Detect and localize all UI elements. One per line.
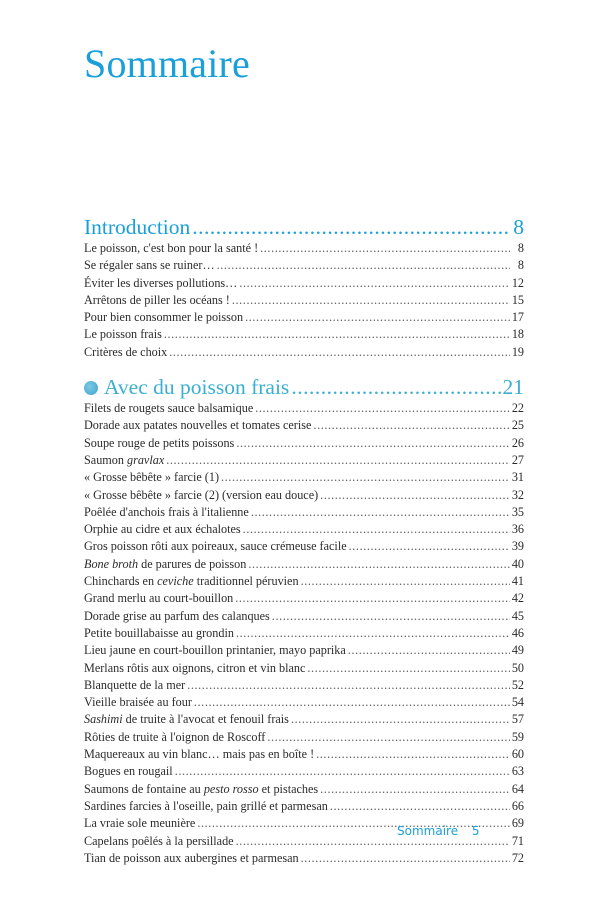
toc-entry[interactable] bbox=[84, 257, 524, 274]
toc-entry[interactable] bbox=[84, 642, 524, 659]
entry-title bbox=[84, 746, 314, 763]
entry-title-text: Bogues en rougail bbox=[84, 764, 173, 779]
entry-page-number: 42 bbox=[511, 591, 524, 606]
toc-section-heading[interactable] bbox=[84, 374, 524, 400]
entry-page-number: 31 bbox=[511, 470, 524, 485]
entry-title bbox=[84, 763, 173, 780]
footer-label: Sommaire bbox=[397, 824, 459, 838]
entry-title-text: Tian de poisson aux aubergines et parmesan bbox=[84, 850, 299, 865]
entry-title bbox=[84, 326, 162, 343]
dot-leader bbox=[291, 374, 500, 400]
dot-leader bbox=[243, 521, 510, 538]
entry-title bbox=[84, 781, 318, 798]
section-title-text: Avec du poisson frais bbox=[104, 375, 290, 400]
entry-page-number: 27 bbox=[511, 452, 524, 467]
dot-leader bbox=[169, 344, 510, 361]
toc-section-heading[interactable] bbox=[84, 214, 524, 240]
entry-title-text: Merlans rôtis aux oignons, citron et vin blanc bbox=[84, 660, 306, 675]
entry-title bbox=[84, 573, 299, 590]
entry-title-text: de truite à l'avocat et fenouil frais bbox=[122, 712, 289, 727]
entry-title-text: « Grosse bêbête » farcie (2) (version eau douce) bbox=[84, 487, 319, 502]
entry-page-number: 71 bbox=[511, 833, 524, 848]
entry-page-number: 35 bbox=[511, 504, 524, 519]
toc-entry[interactable] bbox=[84, 660, 524, 677]
section-page-number: 8 bbox=[513, 215, 524, 239]
entry-title bbox=[84, 292, 230, 309]
entry-title-text: Maquereaux au vin blanc… mais pas en boîte ! bbox=[84, 747, 315, 762]
toc-entry[interactable] bbox=[84, 711, 524, 728]
dot-leader bbox=[267, 729, 509, 746]
dot-leader bbox=[187, 677, 510, 694]
toc-entry[interactable] bbox=[84, 763, 524, 780]
entry-title bbox=[84, 729, 265, 746]
toc-entry[interactable] bbox=[84, 344, 524, 361]
dot-leader bbox=[348, 642, 510, 659]
dot-leader bbox=[248, 556, 509, 573]
entry-page-number: 18 bbox=[511, 327, 524, 342]
dot-leader bbox=[236, 625, 510, 642]
dot-leader bbox=[330, 798, 510, 815]
entry-title-text: Gros poisson rôti aux poireaux, sauce crémeuse facile bbox=[84, 539, 347, 554]
entry-title-italic: pesto rosso bbox=[203, 781, 259, 796]
entry-page-number: 72 bbox=[511, 850, 524, 865]
entry-title-text: Le poisson, c'est bon pour la santé ! bbox=[84, 241, 259, 255]
toc-entry[interactable] bbox=[84, 435, 524, 452]
toc-entry[interactable] bbox=[84, 798, 524, 815]
entry-page-number: 26 bbox=[511, 435, 524, 450]
page-number: 5 bbox=[471, 824, 480, 838]
entry-title bbox=[84, 504, 249, 521]
entry-page-number: 39 bbox=[511, 539, 524, 554]
entry-title bbox=[84, 240, 258, 257]
entry-page-number: 60 bbox=[511, 747, 524, 762]
entry-page-number: 19 bbox=[511, 344, 524, 359]
entry-title-text: Sardines farcies à l'oseille, pain grillé et parmesan bbox=[84, 798, 328, 813]
entry-page-number: 22 bbox=[511, 401, 524, 416]
entry-title-italic: Bone broth bbox=[84, 556, 139, 571]
toc-entry[interactable] bbox=[84, 326, 524, 343]
entry-title bbox=[84, 711, 289, 728]
dot-leader bbox=[349, 538, 510, 555]
entry-page-number: 15 bbox=[511, 292, 524, 307]
dot-leader bbox=[260, 240, 510, 257]
entry-title bbox=[84, 417, 311, 434]
toc-entry[interactable] bbox=[84, 275, 524, 292]
entry-title-text: La vraie sole meunière bbox=[84, 816, 196, 831]
entry-title bbox=[84, 556, 246, 573]
entry-title-text: « Grosse bêbête » farcie (1) bbox=[84, 470, 220, 485]
section-title bbox=[84, 374, 289, 400]
entry-title-text: de parures de poisson bbox=[138, 556, 247, 571]
toc-entry[interactable] bbox=[84, 677, 524, 694]
section-title-text: Introduction bbox=[84, 215, 191, 239]
dot-leader bbox=[166, 452, 510, 469]
dot-leader bbox=[217, 257, 510, 274]
entry-page-number: 25 bbox=[511, 418, 524, 433]
toc-entry[interactable] bbox=[84, 556, 524, 573]
entry-title-text: Filets de rougets sauce balsamique bbox=[84, 401, 254, 416]
page-title: Sommaire bbox=[84, 41, 251, 86]
page-footer bbox=[397, 824, 480, 838]
dot-leader bbox=[301, 573, 510, 590]
entry-title-text: Rôties de truite à l'oignon de Roscoff bbox=[84, 729, 266, 744]
dot-leader bbox=[301, 850, 510, 867]
entry-title-text: Grand merlu au court-bouillon bbox=[84, 591, 234, 606]
entry-page-number: 66 bbox=[511, 798, 524, 813]
entry-title-text: Vieille braisée au four bbox=[84, 695, 192, 710]
dot-leader bbox=[192, 214, 511, 240]
section-page-number: 21 bbox=[502, 375, 524, 400]
entry-title-text: Critères de choix bbox=[84, 344, 168, 359]
entry-title bbox=[84, 521, 241, 538]
toc-entry[interactable] bbox=[84, 746, 524, 763]
section-title bbox=[84, 214, 190, 240]
entry-title bbox=[84, 435, 234, 452]
toc-entry[interactable] bbox=[84, 625, 524, 642]
dot-leader bbox=[320, 781, 510, 798]
entry-title bbox=[84, 344, 167, 361]
entry-page-number: 49 bbox=[511, 643, 524, 658]
entry-page-number: 63 bbox=[511, 764, 524, 779]
entry-title bbox=[84, 487, 318, 504]
entry-page-number: 46 bbox=[511, 625, 524, 640]
entry-title bbox=[84, 660, 305, 677]
toc-entry[interactable] bbox=[84, 504, 524, 521]
entry-page-number: 40 bbox=[511, 556, 524, 571]
dot-leader bbox=[236, 435, 510, 452]
dot-leader bbox=[272, 608, 510, 625]
entry-title-text: Capelans poêlés à la persillade bbox=[84, 833, 234, 848]
entry-title-italic: ceviche bbox=[157, 574, 194, 589]
toc-entry[interactable] bbox=[84, 729, 524, 746]
entry-title-text: Dorade aux patates nouvelles et tomates cerise bbox=[84, 418, 312, 433]
dot-leader bbox=[175, 763, 510, 780]
dot-leader bbox=[255, 400, 510, 417]
entry-title-text: Arrêtons de piller les océans ! bbox=[84, 292, 230, 307]
entry-title-italic: gravlax bbox=[127, 452, 165, 467]
toc-entry[interactable] bbox=[84, 521, 524, 538]
toc-entry[interactable] bbox=[84, 240, 524, 257]
entry-title bbox=[84, 309, 243, 326]
section-bullet-icon bbox=[84, 381, 98, 395]
entry-title bbox=[84, 257, 215, 274]
entry-title bbox=[84, 608, 270, 625]
entry-page-number: 8 bbox=[517, 258, 524, 273]
toc-entry[interactable] bbox=[84, 608, 524, 625]
entry-title-text: Orphie au cidre et aux échalotes bbox=[84, 522, 241, 537]
table-of-contents bbox=[84, 214, 524, 867]
toc-entry[interactable] bbox=[84, 573, 524, 590]
dot-leader bbox=[313, 417, 509, 434]
entry-page-number: 59 bbox=[511, 729, 524, 744]
dot-leader bbox=[232, 292, 510, 309]
entry-title-text: Éviter les diverses pollutions… bbox=[84, 275, 238, 290]
entry-page-number: 41 bbox=[511, 574, 524, 589]
dot-leader bbox=[307, 660, 509, 677]
entry-title-text: Saumons de fontaine au bbox=[84, 781, 204, 796]
toc-entry[interactable] bbox=[84, 452, 524, 469]
entry-title bbox=[84, 833, 234, 850]
toc-entry[interactable] bbox=[84, 417, 524, 434]
dot-leader bbox=[251, 504, 510, 521]
entry-title bbox=[84, 642, 346, 659]
entry-title-text: Dorade grise au parfum des calanques bbox=[84, 608, 270, 623]
entry-page-number: 45 bbox=[511, 608, 524, 623]
entry-title bbox=[84, 798, 328, 815]
toc-entry[interactable] bbox=[84, 309, 524, 326]
entry-title-text: Poêlée d'anchois frais à l'italienne bbox=[84, 504, 249, 519]
toc-entry[interactable] bbox=[84, 590, 524, 607]
entry-title bbox=[84, 590, 233, 607]
entry-title-text: traditionnel péruvien bbox=[193, 574, 299, 589]
toc-entry[interactable] bbox=[84, 469, 524, 486]
toc-entry[interactable] bbox=[84, 487, 524, 504]
entry-title bbox=[84, 815, 195, 832]
dot-leader bbox=[239, 275, 509, 292]
entry-title-text: Chinchards en bbox=[84, 574, 158, 589]
dot-leader bbox=[291, 711, 510, 728]
entry-title-text: Se régaler sans se ruiner… bbox=[84, 258, 215, 273]
toc-entry[interactable] bbox=[84, 781, 524, 798]
entry-page-number: 64 bbox=[511, 781, 524, 796]
entry-title-text: Lieu jaune en court-bouillon printanier, mayo paprika bbox=[84, 643, 346, 658]
entry-title bbox=[84, 850, 299, 867]
entry-title-text: Le poisson frais bbox=[84, 327, 162, 342]
entry-title bbox=[84, 469, 219, 486]
toc-entry[interactable] bbox=[84, 694, 524, 711]
entry-title-text: et pistaches bbox=[258, 781, 319, 796]
entry-title-text: Blanquette de la mer bbox=[84, 677, 186, 692]
entry-title-text: Pour bien consommer le poisson bbox=[84, 310, 244, 325]
entry-title bbox=[84, 538, 347, 555]
entry-page-number: 32 bbox=[511, 487, 524, 502]
toc-entry[interactable] bbox=[84, 850, 524, 867]
entry-page-number: 36 bbox=[511, 522, 524, 537]
entry-title bbox=[84, 452, 164, 469]
entry-page-number: 12 bbox=[511, 275, 524, 290]
dot-leader bbox=[320, 487, 510, 504]
entry-title-text: Soupe rouge de petits poissons bbox=[84, 435, 235, 450]
dot-leader bbox=[194, 694, 510, 711]
entry-title-text: Petite bouillabaisse au grondin bbox=[84, 625, 234, 640]
toc-entry[interactable] bbox=[84, 400, 524, 417]
entry-page-number: 17 bbox=[511, 310, 524, 325]
entry-title-italic: Sashimi bbox=[84, 712, 123, 727]
entry-page-number: 52 bbox=[511, 677, 524, 692]
entry-title-text: Saumon bbox=[84, 452, 127, 467]
dot-leader bbox=[245, 309, 510, 326]
toc-entry[interactable] bbox=[84, 292, 524, 309]
entry-page-number: 57 bbox=[511, 712, 524, 727]
entry-title bbox=[84, 400, 253, 417]
entry-page-number: 50 bbox=[511, 660, 524, 675]
dot-leader bbox=[235, 590, 510, 607]
entry-page-number: 54 bbox=[511, 695, 524, 710]
entry-page-number: 8 bbox=[517, 241, 524, 255]
dot-leader bbox=[221, 469, 510, 486]
entry-title bbox=[84, 625, 234, 642]
entry-page-number: 69 bbox=[511, 816, 524, 831]
dot-leader bbox=[164, 326, 510, 343]
entry-title bbox=[84, 694, 192, 711]
toc-entry[interactable] bbox=[84, 538, 524, 555]
entry-title bbox=[84, 275, 237, 292]
dot-leader bbox=[316, 746, 510, 763]
entry-title bbox=[84, 677, 185, 694]
